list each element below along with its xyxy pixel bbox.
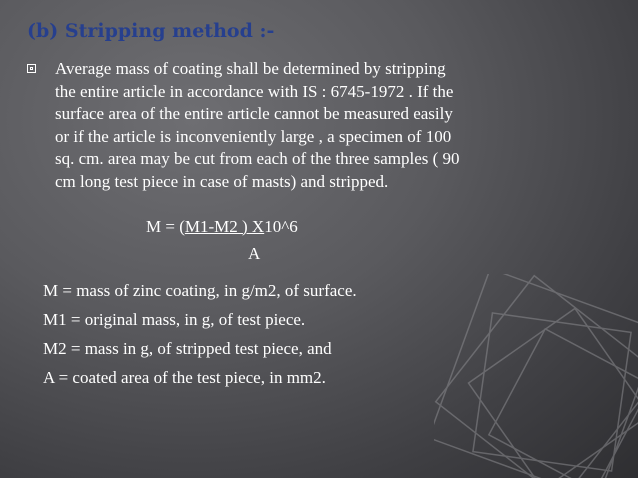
formula-underlined-part: M1-M2 ) X	[184, 217, 265, 236]
definition-item: M1 = original mass, in g, of test piece.	[43, 310, 306, 329]
bullet-line: cm long test piece in case of masts) and stripped.	[55, 171, 389, 191]
formula-denominator: A	[248, 244, 261, 263]
bullet-line: surface area of the entire article cannot be measured easily	[55, 104, 453, 123]
corner-decoration	[434, 274, 638, 478]
definition-list	[43, 276, 357, 392]
formula-suffix: 10^6	[264, 217, 298, 236]
slide-title: (b) Stripping method :-	[27, 20, 275, 42]
bullet-line: or if the article is inconveniently large , a specimen of 100	[55, 126, 452, 146]
formula-prefix: M = (	[146, 217, 185, 236]
definition-item: M = mass of zinc coating, in g/m2, of surface.	[43, 281, 357, 300]
bullet-line: sq. cm. area may be cut from each of the three samples ( 90	[55, 149, 460, 168]
definition-item: M2 = mass in g, of stripped test piece, and	[43, 339, 332, 358]
bullet-paragraph	[55, 58, 617, 193]
bullet-line: the entire article in accordance with IS : 6745-1972 . If the	[55, 81, 454, 101]
formula-numerator	[146, 217, 298, 237]
bullet-line: Average mass of coating shall be determined by stripping	[55, 59, 446, 78]
bullet-item	[27, 58, 617, 193]
square-bullet-icon	[27, 64, 36, 73]
definition-item: A = coated area of the test piece, in mm2.	[43, 368, 326, 387]
